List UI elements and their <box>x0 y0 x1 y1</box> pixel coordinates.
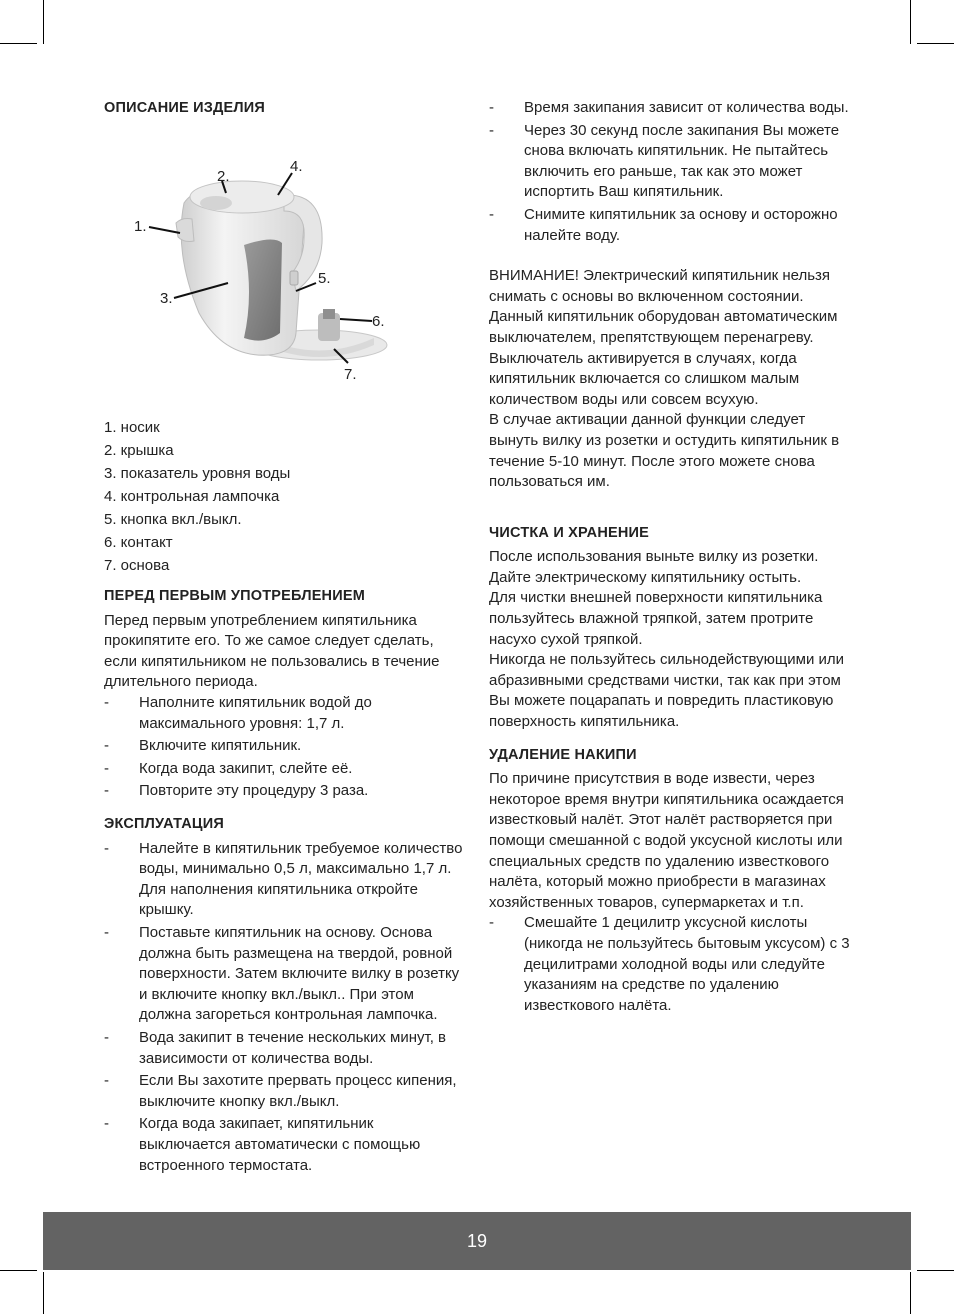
figure-label-3: 3. <box>160 289 173 307</box>
before-use-text: Перед первым употреблением кипятильника прокипятите его. То же самое следует сделать, если кипятильником не пользовались в течение длительного периода. <box>104 611 440 691</box>
list-item: - Включите кипятильник. <box>104 736 466 757</box>
kettle-figure <box>104 123 466 413</box>
activation-text: В случае активации данной функции следует вынуть вилку из розетки и остудить кипятильник в течение 5-10 минут. После этого можете снова пользоваться им. <box>489 411 840 491</box>
operation-heading: ЭКСПЛУАТАЦИЯ <box>104 816 224 833</box>
list-item: - Смешайте 1 децилитр уксусной кислоты (никогда не пользуйтесь бытовым уксусом) с 3 децилитрами холодной воды или следуйте указаниям на средстве по удалению известкового налёта. <box>489 913 853 1016</box>
crop-mark <box>917 43 954 44</box>
right-column <box>489 98 853 1018</box>
crop-mark <box>0 43 37 44</box>
crop-mark <box>910 1272 911 1314</box>
parts-list-item: 1. носик <box>104 418 160 436</box>
cleaning-text-1: После использования выньте вилку из розетки. Дайте электрическому кипятильнику остыть. <box>489 548 819 586</box>
figure-label-7: 7. <box>344 365 357 383</box>
figure-label-4: 4. <box>290 157 303 175</box>
list-item: - Наполните кипятильник водой до максимального уровня: 1,7 л. <box>104 693 466 734</box>
boiling-notes-list <box>489 98 853 246</box>
list-item: - Время закипания зависит от количества воды. <box>489 98 853 119</box>
parts-list-item: 7. основа <box>104 556 170 574</box>
list-item: - Через 30 секунд после закипания Вы можете снова включать кипятильник. Не пытайтесь включить его раньше, так как это может испортить Ваш кипятильник. <box>489 121 853 203</box>
list-item: - Если Вы захотите прервать процесс кипения, выключите кнопку вкл./выкл. <box>104 1071 466 1112</box>
left-column <box>104 98 466 1178</box>
before-use-heading: ПЕРЕД ПЕРВЫМ УПОТРЕБЛЕНИЕМ <box>104 588 366 605</box>
parts-list <box>104 418 466 577</box>
figure-label-6: 6. <box>372 312 385 330</box>
crop-mark <box>0 1270 37 1271</box>
crop-mark <box>910 0 911 44</box>
crop-mark <box>43 1272 44 1314</box>
operation-list <box>104 839 466 1177</box>
list-item: - Снимите кипятильник за основу и осторожно налейте воду. <box>489 205 853 246</box>
list-item: - Когда вода закипает, кипятильник выключается автоматически с помощью встроенного термостата. <box>104 1114 466 1176</box>
figure-label-2: 2. <box>217 167 230 185</box>
warning-text: ВНИМАНИЕ! Электрический кипятильник нельзя снимать с основы во включенном состоянии. <box>489 267 831 305</box>
page-footer <box>43 1212 911 1270</box>
list-item: - Налейте в кипятильник требуемое количество воды, минимально 0,5 л, максимально 1,7 л. Для наполнения кипятильника откройте крышку. <box>104 839 466 921</box>
descaling-heading: УДАЛЕНИЕ НАКИПИ <box>489 746 637 763</box>
figure-label-1: 1. <box>134 217 147 235</box>
descaling-text: По причине присутствия в воде извести, через некоторое время внутри кипятильника осаждается известковый налёт. Этот налёт растворяется при помощи смешанной с водой уксусной кислоты или специальных средств по удалению известкового налёта, который можно приобрести в магазинах хозяйственных товаров, супермаркетах и т.п. <box>489 770 844 911</box>
crop-mark <box>43 0 44 44</box>
list-item: - Поставьте кипятильник на основу. Основа должна быть размещена на твердой, ровной поверхности. Затем включите вилку в розетку и включите кнопку вкл./выкл.. При этом должна загореться контрольная лампочка. <box>104 923 466 1026</box>
crop-mark <box>917 1270 954 1271</box>
descaling-list <box>489 913 853 1016</box>
cleaning-text-2: Для чистки внешней поверхности кипятильника пользуйтесь влажной тряпкой, затем протрите насухо сухой тряпкой. <box>489 589 823 648</box>
figure-label-5: 5. <box>318 269 331 287</box>
kettle-illustration <box>104 123 466 413</box>
cleaning-heading: ЧИСТКА И ХРАНЕНИЕ <box>489 524 650 541</box>
description-heading: ОПИСАНИЕ ИЗДЕЛИЯ <box>104 100 266 116</box>
list-item: - Повторите эту процедуру 3 раза. <box>104 781 466 802</box>
parts-list-item: 3. показатель уровня воды <box>104 464 291 482</box>
list-item: - Вода закипит в течение нескольких минут, в зависимости от количества воды. <box>104 1028 466 1069</box>
page-number: 19 <box>466 1230 488 1251</box>
parts-list-item: 2. крышка <box>104 441 174 459</box>
list-item: - Когда вода закипит, слейте её. <box>104 759 466 780</box>
parts-list-item: 5. кнопка вкл./выкл. <box>104 510 242 528</box>
parts-list-item: 4. контрольная лампочка <box>104 487 280 505</box>
before-use-list <box>104 693 466 802</box>
parts-list-item: 6. контакт <box>104 533 173 551</box>
cleaning-text-3: Никогда не пользуйтесь сильнодействующими или абразивными средствами чистки, так как при этом Вы можете поцарапать и повредить пластиковую поверхность кипятильника. <box>489 651 845 731</box>
thermostat-text: Данный кипятильник оборудован автоматическим выключателем, препятствующем перенагреву. Выключатель активируется в случаях, когда кипятильник включается со слишком малым количеством воды или совсем всухую. <box>489 308 838 408</box>
